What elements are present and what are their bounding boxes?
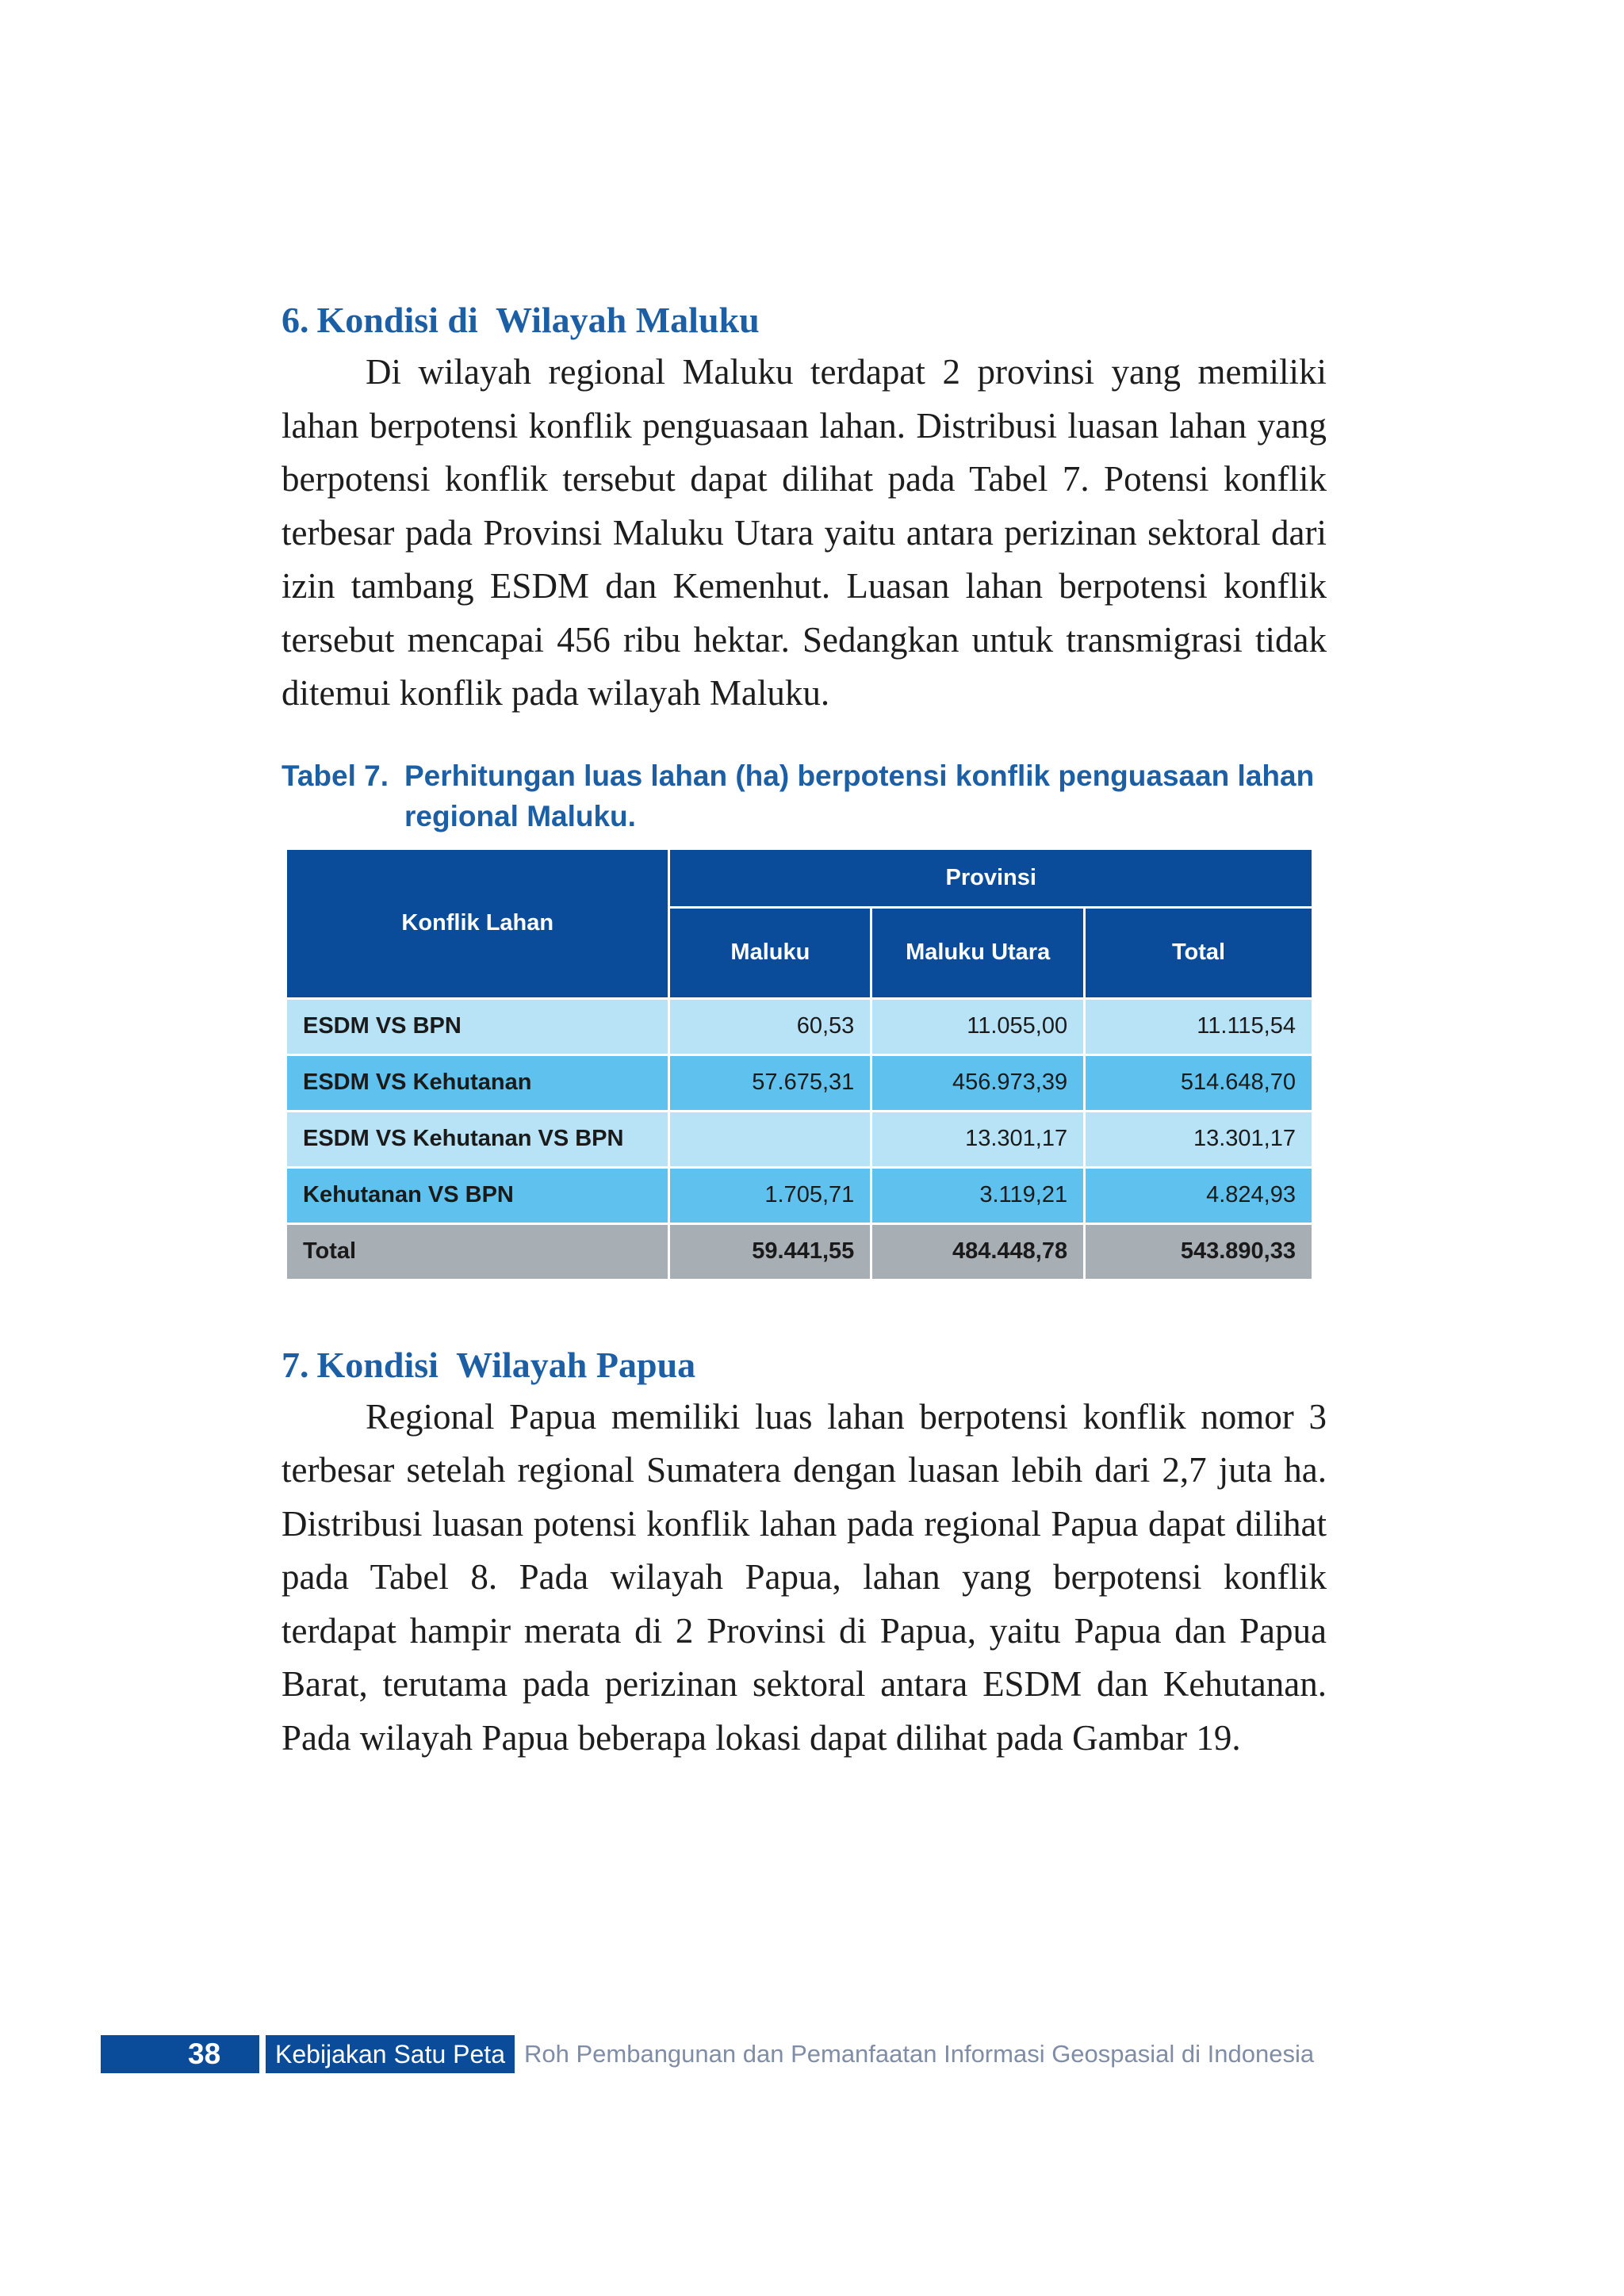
- cell-total: 11.115,54: [1085, 998, 1313, 1054]
- row-label: ESDM VS Kehutanan VS BPN: [286, 1111, 669, 1167]
- cell-maluku-utara: 11.055,00: [871, 998, 1085, 1054]
- table-row: [286, 1167, 1313, 1223]
- table-row: [286, 1054, 1313, 1111]
- table-row: [286, 998, 1313, 1054]
- cell-maluku: 57.675,31: [669, 1054, 871, 1111]
- total-label: Total: [286, 1223, 669, 1280]
- book-subtitle: Roh Pembangunan dan Pemanfaatan Informasi Geospasial di Indonesia: [523, 2040, 1315, 2068]
- page-content: [282, 295, 1327, 1765]
- cell-maluku-utara: 3.119,21: [871, 1167, 1085, 1223]
- row-label: ESDM VS BPN: [286, 998, 669, 1054]
- section-7-heading: [282, 1340, 1327, 1391]
- header-maluku-utara: Maluku Utara: [871, 907, 1085, 998]
- cell-maluku: 60,53: [669, 998, 871, 1054]
- cell-maluku-utara: 13.301,17: [871, 1111, 1085, 1167]
- cell-maluku: [669, 1111, 871, 1167]
- header-provinsi: Provinsi: [669, 848, 1313, 907]
- row-label: Kehutanan VS BPN: [286, 1167, 669, 1223]
- header-konflik-lahan: Konflik Lahan: [286, 848, 669, 998]
- cell-total: 13.301,17: [1085, 1111, 1313, 1167]
- book-title: Kebijakan Satu Peta: [266, 2035, 515, 2073]
- cell-maluku: 1.705,71: [669, 1167, 871, 1223]
- section-6-number: 6.: [282, 300, 309, 340]
- table-caption-text: Perhitungan luas lahan (ha) berpotensi konflik penguasaan lahan regional Maluku.: [404, 759, 1315, 832]
- section-7-paragraph: Regional Papua memiliki luas lahan berpotensi konflik nomor 3 terbesar setelah regional Sumatera dengan luasan lebih dari 2,7 juta ha. Distribusi luasan potensi konflik lahan pada regional Papua dapat dilihat pada Tabel 8. Pada wilayah Papua, lahan yang berpotensi konflik terdapat hampir merata di 2 Provinsi di Papua, yaitu Papua dan Papua Barat, terutama pada perizinan sektoral antara ESDM dan Kehutanan. Pada wilayah Papua beberapa lokasi dapat dilihat pada Gambar 19.: [282, 1396, 1327, 1758]
- total-maluku: 59.441,55: [669, 1223, 871, 1280]
- table-total-row: [286, 1223, 1313, 1280]
- total-maluku-utara: 484.448,78: [871, 1223, 1085, 1280]
- header-maluku: Maluku: [669, 907, 871, 998]
- page-number-box: [101, 2035, 259, 2073]
- header-total: Total: [1085, 907, 1313, 998]
- table-caption: [282, 756, 1327, 836]
- cell-total: 4.824,93: [1085, 1167, 1313, 1223]
- table-caption-label: Tabel 7.: [282, 759, 389, 792]
- section-7-title: Kondisi Wilayah Papua: [316, 1344, 696, 1385]
- page-number: 38: [188, 2038, 221, 2070]
- section-7-number: 7.: [282, 1344, 309, 1385]
- row-label: ESDM VS Kehutanan: [286, 1054, 669, 1111]
- section-6-paragraph: Di wilayah regional Maluku terdapat 2 provinsi yang memiliki lahan berpotensi konflik penguasaan lahan. Distribusi luasan lahan yang berpotensi konflik tersebut dapat dilihat pada Tabel 7. Potensi konflik terbesar pada Provinsi Maluku Utara yaitu antara perizinan sektoral dari izin tambang ESDM dan Kemenhut. Luasan lahan berpotensi konflik tersebut mencapai 456 ribu hektar. Sedangkan untuk transmigrasi tidak ditemui konflik pada wilayah Maluku.: [282, 352, 1327, 713]
- section-6-heading: [282, 295, 1327, 346]
- footer-divider: [259, 2035, 266, 2073]
- cell-total: 514.648,70: [1085, 1054, 1313, 1111]
- section-6-title: Kondisi di Wilayah Maluku: [316, 300, 760, 340]
- total-total: 543.890,33: [1085, 1223, 1313, 1280]
- page-footer: [101, 2035, 1314, 2073]
- cell-maluku-utara: 456.973,39: [871, 1054, 1085, 1111]
- table-row: [286, 1111, 1313, 1167]
- conflict-table: [285, 848, 1314, 1281]
